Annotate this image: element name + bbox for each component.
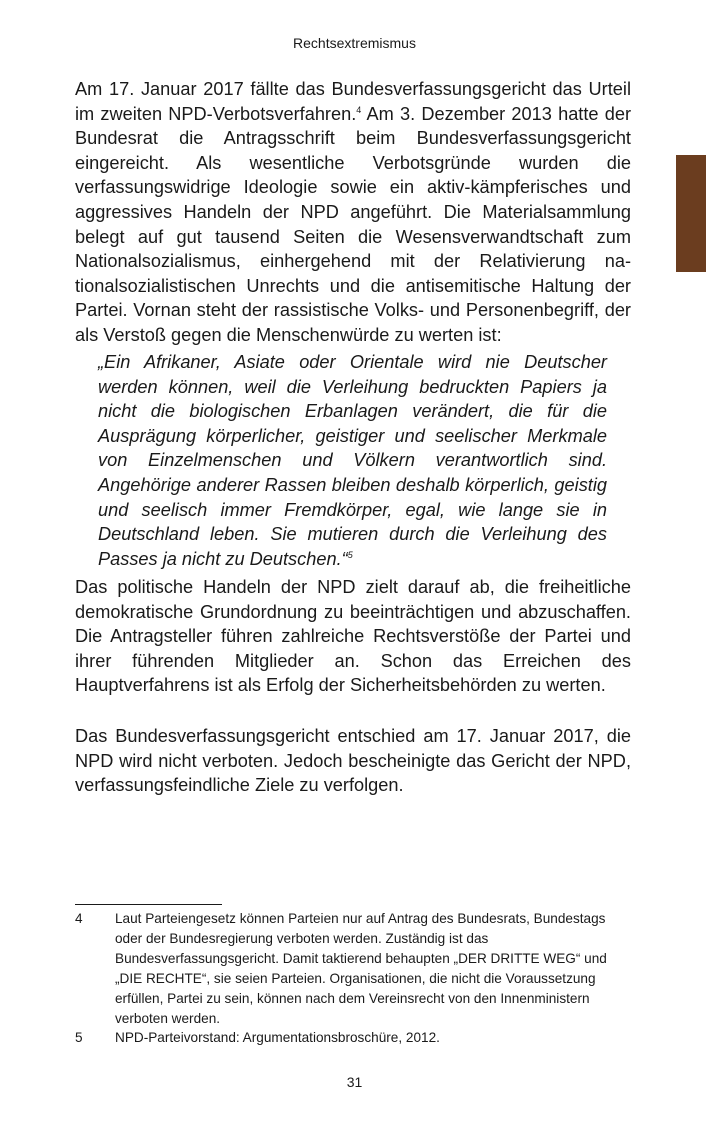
footnote-rule [75,904,222,905]
footnote-text: NPD-Parteivorstand: Argumentationsbroschüre, 2012. [115,1030,440,1045]
chapter-tab-marker [676,155,706,272]
paragraph-1-text-b: Am 3. Dezember 2013 hatte der Bundesrat die Antragsschrift beim Bundesverfassungsgericht eingereicht. Als wesentliche Verbotsgründe wurden die verfassungswidrige Ideologie sowie ein aktiv-kämpferisches und aggressives Handeln der NPD angeführt. Die Materialsammlung belegt auf gut tausend Seiten die Wesensverwandtschaft zum Nationalsozialismus, einhergehend mit der Relativierung nationalsozialistischen Unrechts und die antisemitische Haltung der Partei. Vornan steht der rassistische Volks- und Personenbegriff, der als Verstoß gegen die Menschenwürde zu werten ist: [75,103,632,345]
running-head: Rechtsextremismus [293,35,416,51]
block-quote-text: „Ein Afrikaner, Asiate oder Orientale wird nie Deutscher werden können, weil die Verleihung bedruckten Papiers ja nicht die biologischen Erbanlagen verändert, die für die Ausprägung körperlicher, geistiger und seelischer Merkmale von Einzelmenschen und Völkern verantwortlich sind. Angehörige anderer Rassen bleiben deshalb körperlich, geistig und seelisch immer Fremdkörper, egal, wie lange sie in Deutschland leben. Sie mutieren durch die Verleihung des Passes ja nicht zu Deutschen.“ [98,352,607,569]
footnote-ref-4[interactable]: 4 [356,104,362,115]
block-quote [98,350,607,571]
paragraph-3: Das Bundesverfassungsgericht entschied am 17. Januar 2017, die NPD wird nicht verboten. Jedoch bescheinigte das Gericht der NPD, verfassungsfeindliche Ziele zu verfolgen. [75,726,631,796]
footnote-ref-5[interactable]: 5 [347,549,353,560]
footnote-text: Laut Parteiengesetz können Parteien nur auf Antrag des Bundesrats, Bundestags oder der Bundesregierung verboten werden. Zuständig ist das Bundesverfassungsgericht. Damit taktierend behaupten „DER DRITTE WEG“ und „DIE RECHTE“, sie seien Parteien. Organisationen, die nicht die Voraussetzung erfüllen, Partei zu sein, können nach dem Vereinsrecht von den Innenministern verboten werden. [115,911,607,1026]
footnote-number: 4 [75,911,83,926]
paragraph-1 [75,77,631,348]
paragraph-2: Das politische Handeln der NPD zielt darauf ab, die freiheitliche demokratische Grundordnung zu beeinträchtigen und abzuschaffen. Die Antragsteller führen zahlreiche Rechtsverstöße der Partei und ihrer führenden Mitglieder an. Schon das Erreichen des Hauptverfahrens ist als Erfolg der Sicherheitsbehörden zu werten. [75,577,631,696]
paragraph-1-text-a: Am 17. Januar 2017 fällte das Bundesverfassungsgericht das Urteil im zweiten NPD-Verbotsverfahren. [75,79,631,124]
page-number: 31 [346,1074,363,1090]
footnote-number: 5 [75,1030,83,1045]
